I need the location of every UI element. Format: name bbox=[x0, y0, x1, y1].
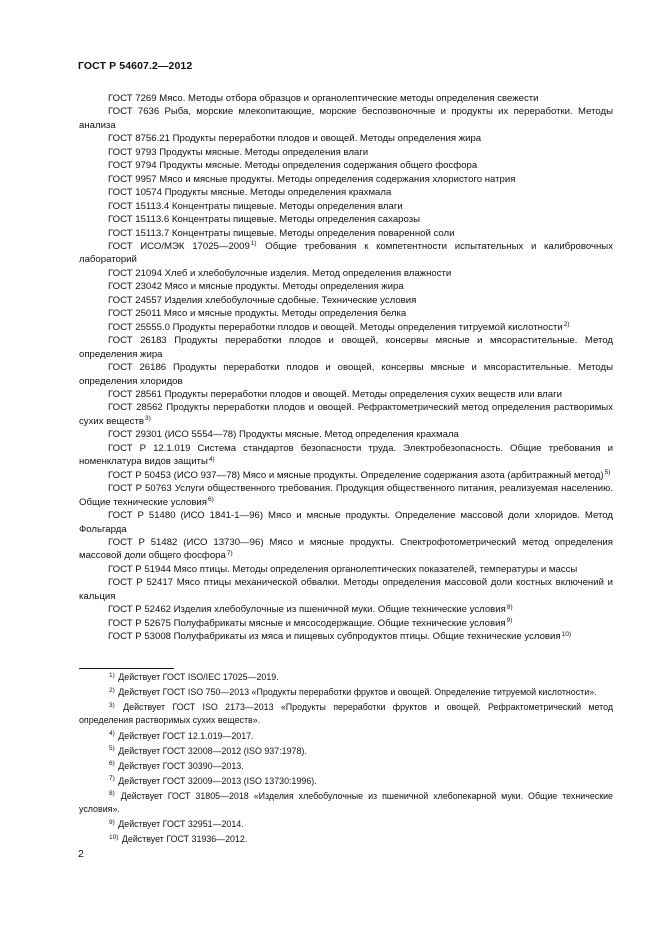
reference-item bbox=[79, 509, 613, 536]
footnote-text: Действует ГОСТ ISO 750—2013 «Продукты переработки фруктов и овощей. Определение титруемой кислотности». bbox=[118, 687, 597, 698]
reference-item bbox=[79, 173, 613, 186]
footnote-marker: 10) bbox=[561, 630, 571, 638]
footnote-text: Действует ГОСТ 31805—2018 «Изделия хлебобулочные из пшеничной хлебопекарной муки. Общие технические условия». bbox=[79, 790, 613, 815]
reference-text: ГОСТ 24557 Изделия хлебобулочные сдобные. Технические условия bbox=[108, 294, 417, 306]
reference-item bbox=[79, 105, 613, 132]
reference-text: ГОСТ 26183 Продукты переработки плодов и овощей, консервы мясные и мясорастительные. Метод определения жира bbox=[79, 335, 613, 360]
footnote-text: Действует ГОСТ ISO 2173—2013 «Продукты переработки фруктов и овощей. Рефрактометрический метод определения растворимых сухих веществ». bbox=[79, 702, 613, 726]
footnote-mark: 9) bbox=[109, 818, 115, 826]
footnote-item bbox=[79, 671, 613, 684]
reference-text: ГОСТ 23042 Мясо и мясные продукты. Методы определения жира bbox=[108, 281, 404, 293]
reference-item bbox=[79, 92, 613, 105]
reference-item bbox=[79, 146, 613, 159]
reference-item bbox=[79, 280, 613, 293]
footnote-separator bbox=[79, 668, 174, 669]
reference-item bbox=[79, 334, 613, 361]
reference-item bbox=[79, 401, 613, 428]
reference-text: ГОСТ 15113.4 Концентраты пищевые. Методы определения влаги bbox=[108, 200, 403, 212]
footnote-item bbox=[79, 760, 613, 773]
reference-text: ГОСТ 28562 Продукты переработки плодов и овощей. Рефрактометрический метод определения растворимых сухих веществ bbox=[79, 402, 613, 427]
reference-item bbox=[79, 321, 613, 334]
document-code-header: ГОСТ Р 54607.2—2012 bbox=[78, 60, 193, 72]
reference-text: ГОСТ 26186 Продукты переработки плодов и овощей, консервы мясные и мясорастительные. Методы определения хлоридов bbox=[79, 362, 613, 387]
footnote-marker: 8) bbox=[506, 603, 513, 611]
reference-item bbox=[79, 294, 613, 307]
footnote-mark: 1) bbox=[109, 671, 115, 679]
footnote-mark: 10) bbox=[109, 833, 119, 841]
footnote-marker: 2) bbox=[563, 321, 570, 329]
footnote-mark: 8) bbox=[109, 790, 115, 798]
footnote-mark: 7) bbox=[109, 775, 115, 783]
reference-text: ГОСТ Р 51944 Мясо птицы. Методы определения органолептических показателей, температуры и массы bbox=[108, 563, 578, 575]
reference-item bbox=[79, 361, 613, 388]
reference-text: ГОСТ Р 51480 (ИСО 1841-1—96) Мясо и мясные продукты. Определение массовой доли хлоридов. Метод Фольгарда bbox=[79, 510, 613, 535]
footnote-marker: 7) bbox=[226, 549, 233, 557]
reference-text: ГОСТ 7636 Рыба, морские млекопитающие, морские беспозвоночные и продукты их переработки. Методы анализа bbox=[79, 106, 613, 131]
reference-text: ГОСТ 28561 Продукты переработки плодов и овощей. Методы определения сухих веществ или влаги bbox=[108, 388, 562, 400]
reference-text: ГОСТ Р 52462 Изделия хлебобулочные из пшеничной муки. Общие технические условия bbox=[108, 604, 506, 616]
reference-text: ГОСТ Р 50763 Услуги общественного требования. Продукция общественного питания, реализуемая населению. Общие технические условия bbox=[79, 483, 613, 508]
reference-text: ГОСТ 9793 Продукты мясные. Методы определения влаги bbox=[108, 146, 369, 158]
reference-item bbox=[79, 563, 613, 576]
footnote-item bbox=[79, 730, 613, 743]
reference-item bbox=[79, 267, 613, 280]
reference-item bbox=[79, 617, 613, 630]
reference-text: ГОСТ 9794 Продукты мясные. Методы определения содержания общего фосфора bbox=[108, 160, 478, 172]
footnotes-list bbox=[79, 671, 613, 849]
footnote-item bbox=[79, 775, 613, 788]
reference-text-continuation: Общие требования к компетентности испытательных и калибровочных лабораторий bbox=[79, 240, 613, 266]
footnote-marker: 3) bbox=[144, 415, 151, 423]
page-number: 2 bbox=[78, 848, 84, 860]
reference-text: ГОСТ 8756.21 Продукты переработки плодов и овощей. Методы определения жира bbox=[108, 133, 482, 145]
footnote-mark: 4) bbox=[109, 730, 115, 738]
normative-references-list bbox=[79, 92, 613, 644]
reference-text: ГОСТ 21094 Хлеб и хлебобулочные изделия. Метод определения влажности bbox=[108, 267, 452, 279]
reference-item bbox=[79, 482, 613, 509]
reference-text: ГОСТ Р 52675 Полуфабрикаты мясные и мясосодержащие. Общие технические условия bbox=[108, 617, 506, 629]
footnote-marker: 4) bbox=[208, 455, 215, 463]
footnote-mark: 6) bbox=[109, 760, 115, 768]
footnote-text: Действует ГОСТ 30390—2013. bbox=[118, 760, 244, 771]
reference-item bbox=[79, 442, 613, 469]
footnote-mark: 3) bbox=[109, 701, 115, 709]
reference-text: ГОСТ Р 51482 (ИСО 13730—96) Мясо и мясные продукты. Спектрофотометрический метод определения массовой доли общего фосфора bbox=[79, 536, 613, 562]
reference-text: ГОСТ 7269 Мясо. Методы отбора образцов и органолептические методы определения свежести bbox=[108, 93, 539, 104]
reference-text: ГОСТ 15113.7 Концентраты пищевые. Методы определения поваренной соли bbox=[108, 227, 455, 239]
reference-text: ГОСТ 9957 Мясо и мясные продукты. Методы определения содержания хлористого натрия bbox=[108, 173, 516, 185]
reference-item bbox=[79, 536, 613, 563]
reference-item bbox=[79, 186, 613, 199]
reference-item bbox=[79, 240, 613, 267]
footnote-mark: 5) bbox=[109, 745, 115, 753]
footnote-marker: 9) bbox=[506, 617, 513, 625]
reference-text: ГОСТ Р 53008 Полуфабрикаты из мяса и пищевых субпродуктов птицы. Общие технические условия bbox=[108, 631, 561, 643]
footnote-text: Действует ГОСТ 31936—2012. bbox=[121, 834, 248, 845]
reference-text: ГОСТ 25555.0 Продукты переработки плодов и овощей. Методы определения титруемой кислотности bbox=[108, 321, 563, 333]
reference-text: ГОСТ 25011 Мясо и мясные продукты. Методы определения белка bbox=[108, 308, 407, 320]
reference-item bbox=[79, 307, 613, 320]
reference-item bbox=[79, 428, 613, 441]
reference-text: ГОСТ Р 50453 (ИСО 937—78) Мясо и мясные продукты. Определение содержания азота (арбитражный метод) bbox=[108, 469, 604, 481]
reference-item bbox=[79, 388, 613, 401]
footnote-text: Действует ГОСТ 32009—2013 (ISO 13730:1996). bbox=[118, 775, 317, 786]
footnote-item bbox=[79, 818, 613, 831]
reference-item bbox=[79, 469, 613, 482]
reference-item bbox=[79, 576, 613, 603]
footnote-item bbox=[79, 701, 613, 728]
reference-item bbox=[79, 603, 613, 616]
footnote-marker: 5) bbox=[604, 469, 611, 477]
reference-text: ГОСТ Р 12.1.019 Система стандартов безопасности труда. Электробезопасность. Общие требования и номенклатура видов защиты bbox=[79, 442, 613, 468]
reference-item bbox=[79, 227, 613, 240]
reference-item bbox=[79, 213, 613, 226]
reference-text: ГОСТ 15113.6 Концентраты пищевые. Методы определения сахарозы bbox=[108, 214, 421, 226]
footnote-item bbox=[79, 745, 613, 758]
footnote-text: Действует ГОСТ 12.1.019—2017. bbox=[118, 730, 254, 741]
reference-item bbox=[79, 630, 613, 643]
footnote-mark: 2) bbox=[109, 686, 115, 694]
footnote-text: Действует ГОСТ 32008—2012 (ISO 937:1978). bbox=[118, 745, 307, 756]
reference-text: ГОСТ Р 52417 Мясо птицы механической обвалки. Методы определения массовой доли костных включений и кальция bbox=[79, 577, 613, 602]
reference-item bbox=[79, 159, 613, 172]
footnote-marker: 6) bbox=[207, 496, 214, 504]
footnote-text: Действует ГОСТ ISO/IEC 17025—2019. bbox=[118, 672, 279, 682]
reference-text: ГОСТ ИСО/МЭК 17025—2009 bbox=[108, 240, 250, 252]
reference-text: ГОСТ 29301 (ИСО 5554—78) Продукты мясные. Метод определения крахмала bbox=[108, 429, 459, 441]
footnote-item bbox=[79, 686, 613, 699]
footnote-text: Действует ГОСТ 32951—2014. bbox=[118, 819, 244, 830]
reference-text: ГОСТ 10574 Продукты мясные. Методы определения крахмала bbox=[108, 187, 392, 199]
reference-item bbox=[79, 132, 613, 145]
footnote-item bbox=[79, 790, 613, 817]
footnote-item bbox=[79, 833, 613, 846]
footnote-marker: 1) bbox=[250, 240, 257, 248]
reference-item bbox=[79, 200, 613, 213]
